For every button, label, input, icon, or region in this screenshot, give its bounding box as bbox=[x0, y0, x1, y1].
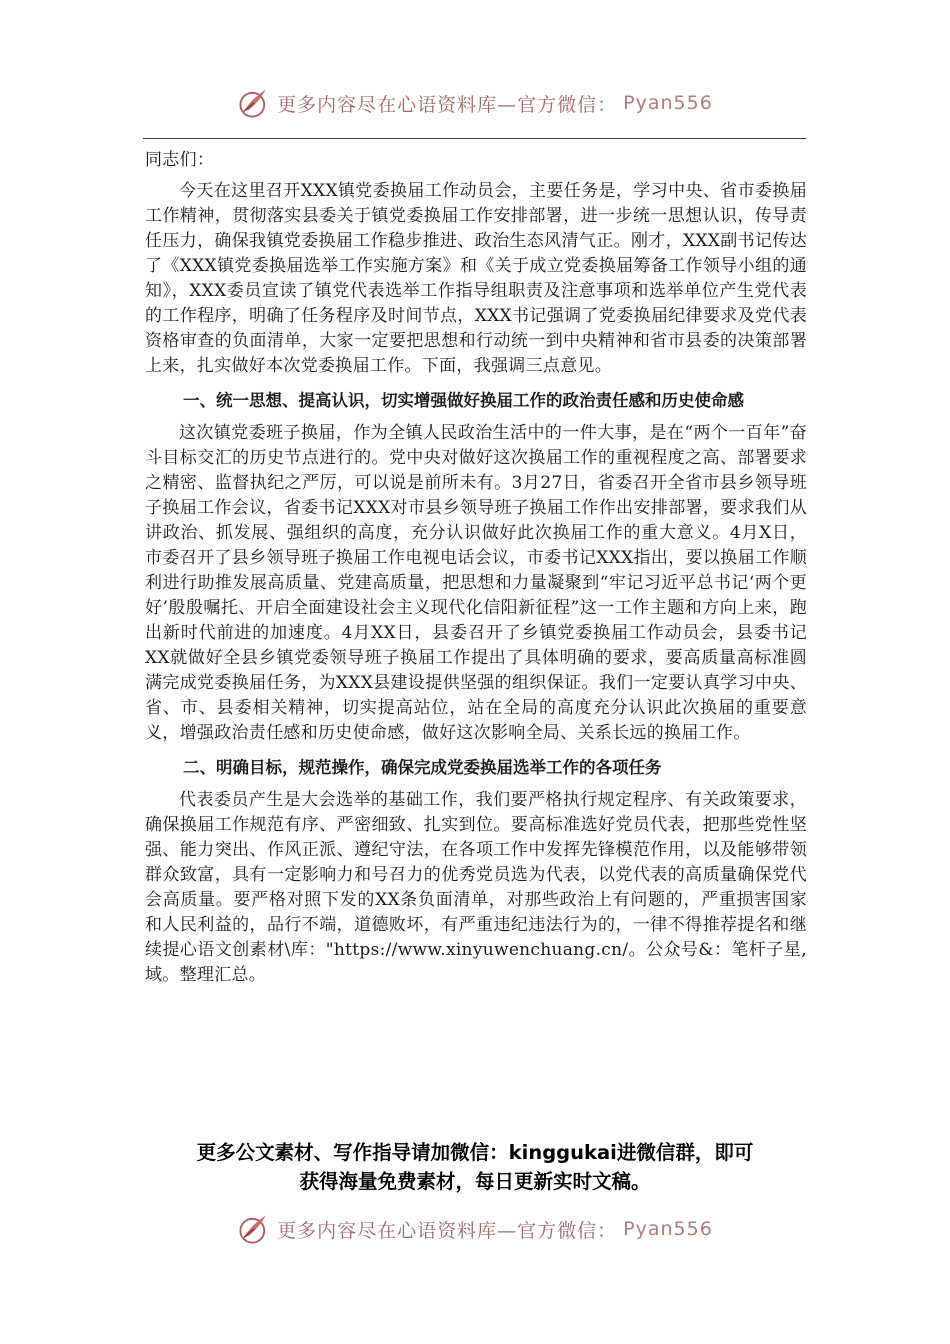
salutation: 同志们： bbox=[145, 150, 215, 170]
header-watermark-banner bbox=[0, 86, 950, 126]
banner-account: Pyan556 bbox=[623, 1218, 713, 1240]
quill-logo-icon bbox=[237, 1212, 271, 1246]
intro-paragraph: 今天在这里召开XXX镇党委换届工作动员会，主要任务是，学习中央、省市委换届工作精神，贯彻落实县委关于镇党委换届工作安排部署，进一步统一思想认识，传导责任压力，确保我镇党委换届工作稳步推进、政治生态风清气正。刚才，XXX副书记传达了《XXX镇党委换届选举工作实施方案》和《关于成立党委换届筹备工作领导小组的通知》，XXX委员宣读了镇党代表选举工作指导组职责及注意事项和选举单位产生党代表的工作程序，明确了任务程序及时间节点，XXX书记强调了党委换届纪律要求及党代表资格审查的负面清单，大家一定要把思想和行动统一到中央精神和省市县委的决策部署上来，扎实做好本次党委换届工作。下面，我强调三点意见。 bbox=[145, 181, 807, 376]
header-divider bbox=[143, 138, 806, 139]
promo-notice bbox=[120, 1138, 830, 1196]
section-heading-1: 一、统一思想、提高认识，切实增强做好换届工作的政治责任感和历史使命感 bbox=[182, 391, 744, 410]
promo-line-1: 更多公文素材、写作指导请加微信：kinggukai进微信群，即可 bbox=[196, 1141, 754, 1164]
quill-logo-icon bbox=[237, 86, 271, 120]
footer-watermark-banner bbox=[0, 1212, 950, 1252]
banner-account: Pyan556 bbox=[623, 92, 713, 114]
section-heading-2: 二、明确目标，规范操作，确保完成党委换届选举工作的各项任务 bbox=[182, 758, 662, 777]
document-body bbox=[145, 148, 807, 988]
section-2-paragraph: 代表委员产生是大会选举的基础工作，我们要严格执行规定程序、有关政策要求，确保换届工作规范有序、严密细致、扎实到位。要高标准选好党员代表，把那些党性坚强、能力突出、作风正派、遵纪守法，在各项工作中发挥先锋模范作用，以及能够带领群众致富，具有一定影响力和号召力的优秀党员选为代表，以党代表的高质量确保党代会高质量。要严格对照下发的XX条负面清单，对那些政治上有问题的，严重损害国家和人民利益的，品行不端，道德败坏，有严重违纪违法行为的，一律不得推荐提名和继续提心语文创素材\库："https://www.xinyuwenchuang.cn/。公众号&：笔杆子星,域。整理汇总。 bbox=[145, 790, 807, 985]
banner-text: 更多内容尽在心语资料库—官方微信： bbox=[277, 93, 618, 116]
section-1-paragraph: 这次镇党委班子换届，作为全镇人民政治生活中的一件大事，是在“两个一百年”奋斗目标交汇的历史节点进行的。党中央对做好这次换届工作的重视程度之高、部署要求之精密、监督执纪之严厉，可以说是前所未有。3月27日，省委召开全省市县乡领导班子换届工作会议，省委书记XXX对市县乡领导班子换届工作作出安排部署，要求我们从讲政治、抓发展、强组织的高度，充分认识做好此次换届工作的重大意义。4月X日，市委召开了县乡领导班子换届工作电视电话会议，市委书记XXX指出，要以换届工作顺利进行助推发展高质量、党建高质量，把思想和力量凝聚到“牢记习近平总书记‘两个更好’殷殷嘱托、开启全面建设社会主义现代化信阳新征程”这一工作主题和方向上来，跑出新时代前进的加速度。4月XX日，县委召开了乡镇党委换届工作动员会，县委书记XX就做好全县乡镇党委领导班子换届工作提出了具体明确的要求，要高质量高标准圆满完成党委换届任务，为XXX县建设提供坚强的组织保证。我们一定要认真学习中央、省、市、县委相关精神，切实提高站位，站在全局的高度充分认识此次换届的重要意义，增强政治责任感和历史使命感，做好这次影响全局、关系长远的换届工作。 bbox=[145, 423, 807, 743]
banner-text: 更多内容尽在心语资料库—官方微信： bbox=[277, 1219, 618, 1242]
promo-line-2: 获得海量免费素材，每日更新实时文稿。 bbox=[299, 1170, 651, 1193]
